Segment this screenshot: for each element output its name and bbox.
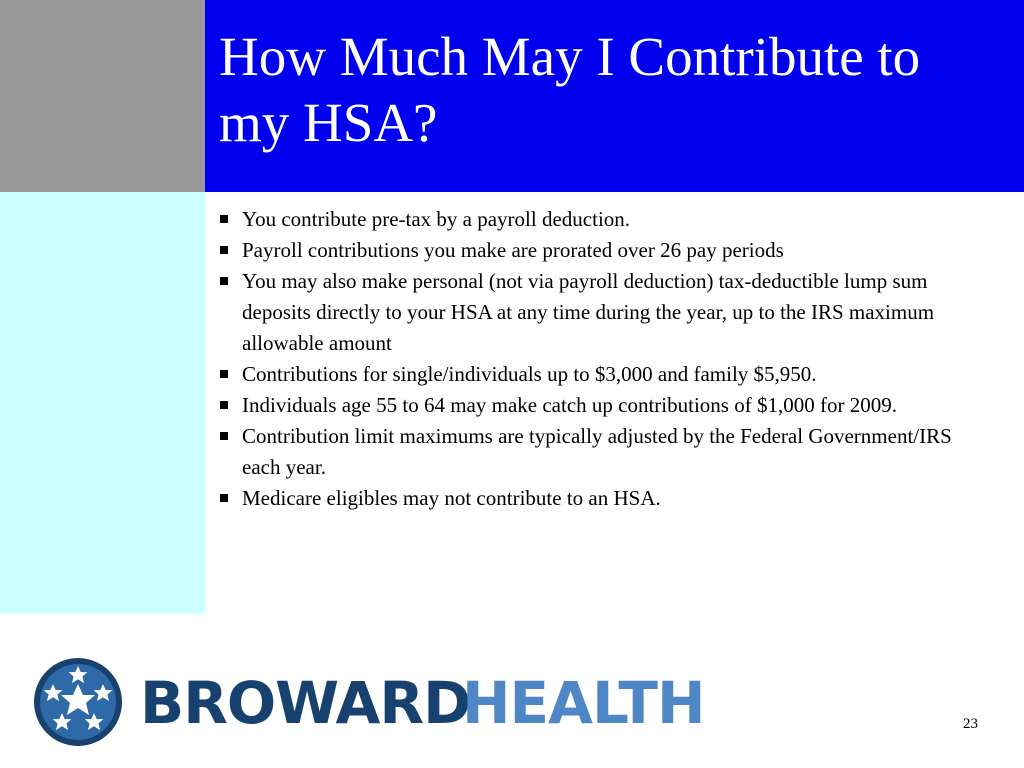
side-panel [0,192,205,614]
page-number: 23 [963,716,978,732]
square-bullet-icon [220,277,228,285]
logo-word-broward: BROWARD [140,669,471,737]
square-bullet-icon [220,215,228,223]
bullet-text: Payroll contributions you make are prorated over 26 pay periods [242,238,784,262]
square-bullet-icon [220,432,228,440]
corner-block [0,0,205,192]
bullet-text: Contribution limit maximums are typically adjusted by the Federal Government/IRS each year. [242,424,952,479]
square-bullet-icon [220,246,228,254]
square-bullet-icon [220,370,228,378]
bullet-text: Contributions for single/individuals up to $3,000 and family $5,950. [242,362,817,386]
bullet-text: Individuals age 55 to 64 may make catch up contributions of $1,000 for 2009. [242,393,897,417]
broward-health-logo [24,656,704,748]
bullet-item [218,390,988,421]
bullet-list [218,204,988,514]
bullet-item [218,359,988,390]
slide-title: How Much May I Contribute to my HSA? [219,26,921,153]
bullet-item [218,235,988,266]
bullet-text: Medicare eligibles may not contribute to an HSA. [242,486,661,510]
bullet-item [218,421,988,483]
bullet-item [218,483,988,514]
logo-word-health: HEALTH [462,669,705,737]
bullet-text: You contribute pre-tax by a payroll deduction. [242,207,631,231]
star-circle-icon [24,656,136,748]
square-bullet-icon [220,401,228,409]
square-bullet-icon [220,494,228,502]
bullet-text: You may also make personal (not via payroll deduction) tax-deductible lump sum deposits directly to your HSA at any time during the year, up to the IRS maximum allowable amount [242,269,935,355]
bullet-item [218,204,988,235]
bullet-item [218,266,988,359]
